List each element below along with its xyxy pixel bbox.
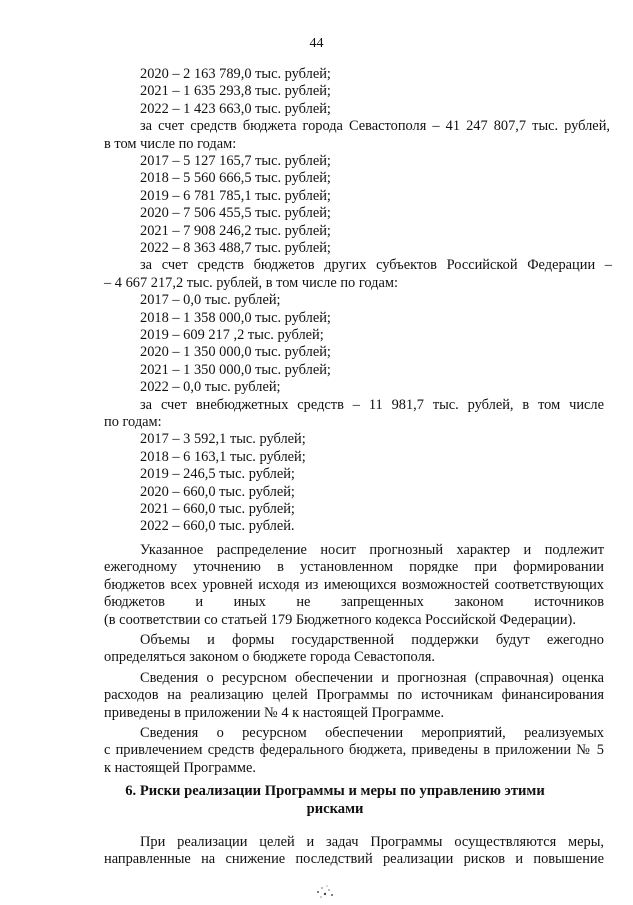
text-line: 2021 – 660,0 тыс. рублей; [140, 501, 295, 517]
text-line: Указанное распределение носит прогнозный характер и подлежит [140, 542, 604, 558]
text-line: Объемы и формы государственной поддержки будут ежегодно [140, 632, 604, 648]
text-line: 2022 – 8 363 488,7 тыс. рублей; [140, 240, 331, 256]
text-line: 2021 – 1 350 000,0 тыс. рублей; [140, 361, 331, 378]
section-heading-line-2: рисками [306, 801, 364, 817]
text-line: бюджетов всех уровней исходя из имеющихся возможностей соответствующих [104, 576, 604, 593]
text-line: 2020 – 2 163 789,0 тыс. рублей; [140, 66, 331, 82]
text-line: направленные на снижение последствий реализации рисков и повышение [104, 851, 604, 868]
text-line: 2020 – 660,0 тыс. рублей; [140, 483, 295, 500]
text-line: – 4 667 217,2 тыс. рублей, в том числе по годам: [104, 274, 398, 291]
text-line: Сведения о ресурсном обеспечении мероприятий, реализуемых [140, 725, 604, 741]
text-line: 2017 – 3 592,1 тыс. рублей; [140, 431, 306, 448]
text-line: за счет средств бюджета города Севастополя – 41 247 807,7 тыс. рублей, [140, 118, 610, 135]
text-line: 2017 – 0,0 тыс. рублей; [140, 292, 281, 309]
text-line: 2022 – 0,0 тыс. рублей; [140, 379, 281, 396]
text-line: приведены в приложении № 4 к настоящей Программе. [104, 704, 445, 721]
text-line: При реализации целей и задач Программы осуществляются меры, [140, 834, 604, 850]
text-line: 2022 – 660,0 тыс. рублей. [140, 518, 295, 535]
text-line: (в соответствии со статьей 179 Бюджетного кодекса Российской Федерации). [104, 611, 576, 628]
text-line: 2020 – 7 506 455,5 тыс. рублей; [140, 205, 331, 222]
text-line: к настоящей Программе. [104, 759, 256, 776]
text-line: 2018 – 1 358 000,0 тыс. рублей; [140, 309, 331, 326]
text-line: 2017 – 5 127 165,7 тыс. рублей; [140, 153, 331, 169]
text-line: 2019 – 6 781 785,1 тыс. рублей; [140, 187, 331, 204]
section-heading-line: 6. Риски реализации Программы и меры по управлению этими [125, 783, 545, 799]
text-line: 2018 – 5 560 666,5 тыс. рублей; [140, 170, 331, 187]
text-line: 2019 – 246,5 тыс. рублей; [140, 466, 295, 483]
text-line: по годам: [104, 414, 162, 430]
text-line: 2021 – 7 908 246,2 тыс. рублей; [140, 222, 331, 239]
text-line: определяться законом о бюджете города Севастополя. [104, 649, 435, 666]
text-line: расходов на реализацию целей Программы по источникам финансирования [104, 687, 604, 704]
text-line: 2020 – 1 350 000,0 тыс. рублей; [140, 344, 331, 361]
text-line: Сведения о ресурсном обеспечении и прогнозная (справочная) оценка [140, 670, 604, 686]
text-line: ежегодному уточнению в установленном порядке при формировании [104, 559, 604, 576]
text-line: 2018 – 6 163,1 тыс. рублей; [140, 448, 306, 465]
text-line: 2021 – 1 635 293,8 тыс. рублей; [140, 83, 331, 100]
text-line: в том числе по годам: [104, 135, 237, 152]
text-line: 2019 – 609 217 ,2 тыс. рублей; [140, 327, 324, 343]
text-line: за счет средств бюджетов других субъектов Российской Федерации – [140, 257, 612, 274]
text-line: 2022 – 1 423 663,0 тыс. рублей; [140, 100, 331, 117]
text-line: с привлечением средств федерального бюджета, приведены в приложении № 5 [104, 742, 604, 759]
text-line: за счет внебюджетных средств – 11 981,7 тыс. рублей, в том числе [140, 396, 604, 413]
page-number: 44 [309, 36, 324, 51]
scan-speck-mark [312, 882, 340, 900]
text-line: бюджетов и иных не запрещенных законом источников [104, 594, 604, 611]
